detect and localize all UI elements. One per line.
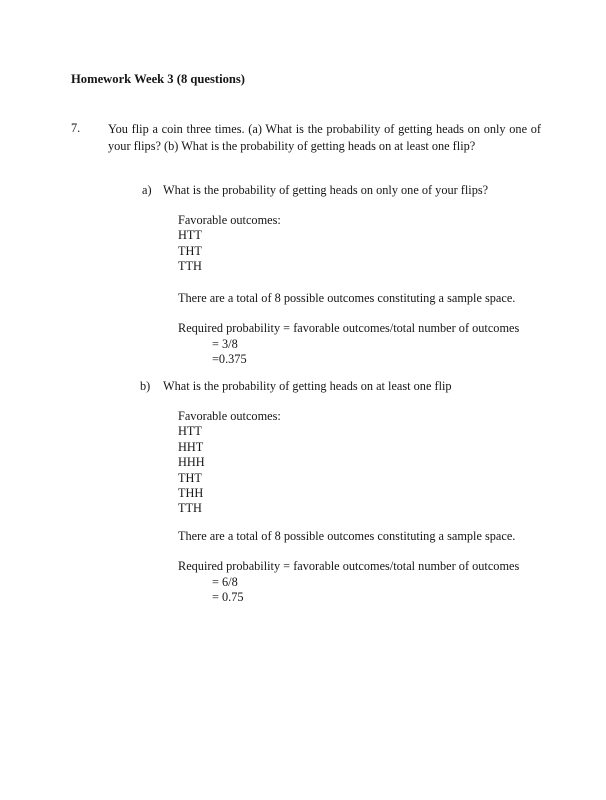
part-b-favorable-outcomes [178, 409, 281, 517]
part-a-label: a) [142, 183, 152, 197]
probability-decimal: = 0.75 [212, 590, 244, 604]
page-title: Homework Week 3 (8 questions) [71, 72, 245, 86]
part-b-calculation [178, 559, 519, 606]
probability-decimal: =0.375 [212, 352, 247, 366]
outcome-item: HTT [178, 228, 202, 243]
probability-fraction: = 6/8 [212, 574, 238, 589]
question-number: 7. [71, 121, 81, 135]
part-a-calculation [178, 321, 519, 368]
part-b-sample-space-note: There are a total of 8 possible outcomes constituting a sample space. [178, 529, 516, 543]
part-b-label: b) [140, 379, 151, 393]
favorable-outcomes-label: Favorable outcomes: [178, 409, 281, 423]
question-text: You flip a coin three times. (a) What is the probability of getting heads on only one of your flips? (b) What is the probability of getting heads on at least one flip? [108, 122, 541, 153]
part-a-sample-space-note: There are a total of 8 possible outcomes constituting a sample space. [178, 291, 516, 305]
outcome-item: HHH [178, 455, 205, 470]
part-a-heading: What is the probability of getting heads on only one of your flips? [163, 183, 489, 197]
part-a-favorable-outcomes [178, 213, 281, 275]
outcome-item: TTH [178, 259, 202, 274]
favorable-outcomes-label: Favorable outcomes: [178, 213, 281, 227]
probability-formula: Required probability = favorable outcomes/total number of outcomes [178, 321, 520, 335]
probability-formula: Required probability = favorable outcomes/total number of outcomes [178, 559, 520, 573]
outcome-item: THT [178, 243, 202, 258]
outcome-item: THT [178, 470, 202, 485]
probability-fraction: = 3/8 [212, 336, 238, 351]
outcome-item: THH [178, 486, 204, 501]
outcome-item: HTT [178, 424, 202, 439]
outcome-item: HHT [178, 439, 204, 454]
outcome-item: TTH [178, 501, 202, 516]
part-b-heading: What is the probability of getting heads on at least one flip [163, 379, 452, 393]
